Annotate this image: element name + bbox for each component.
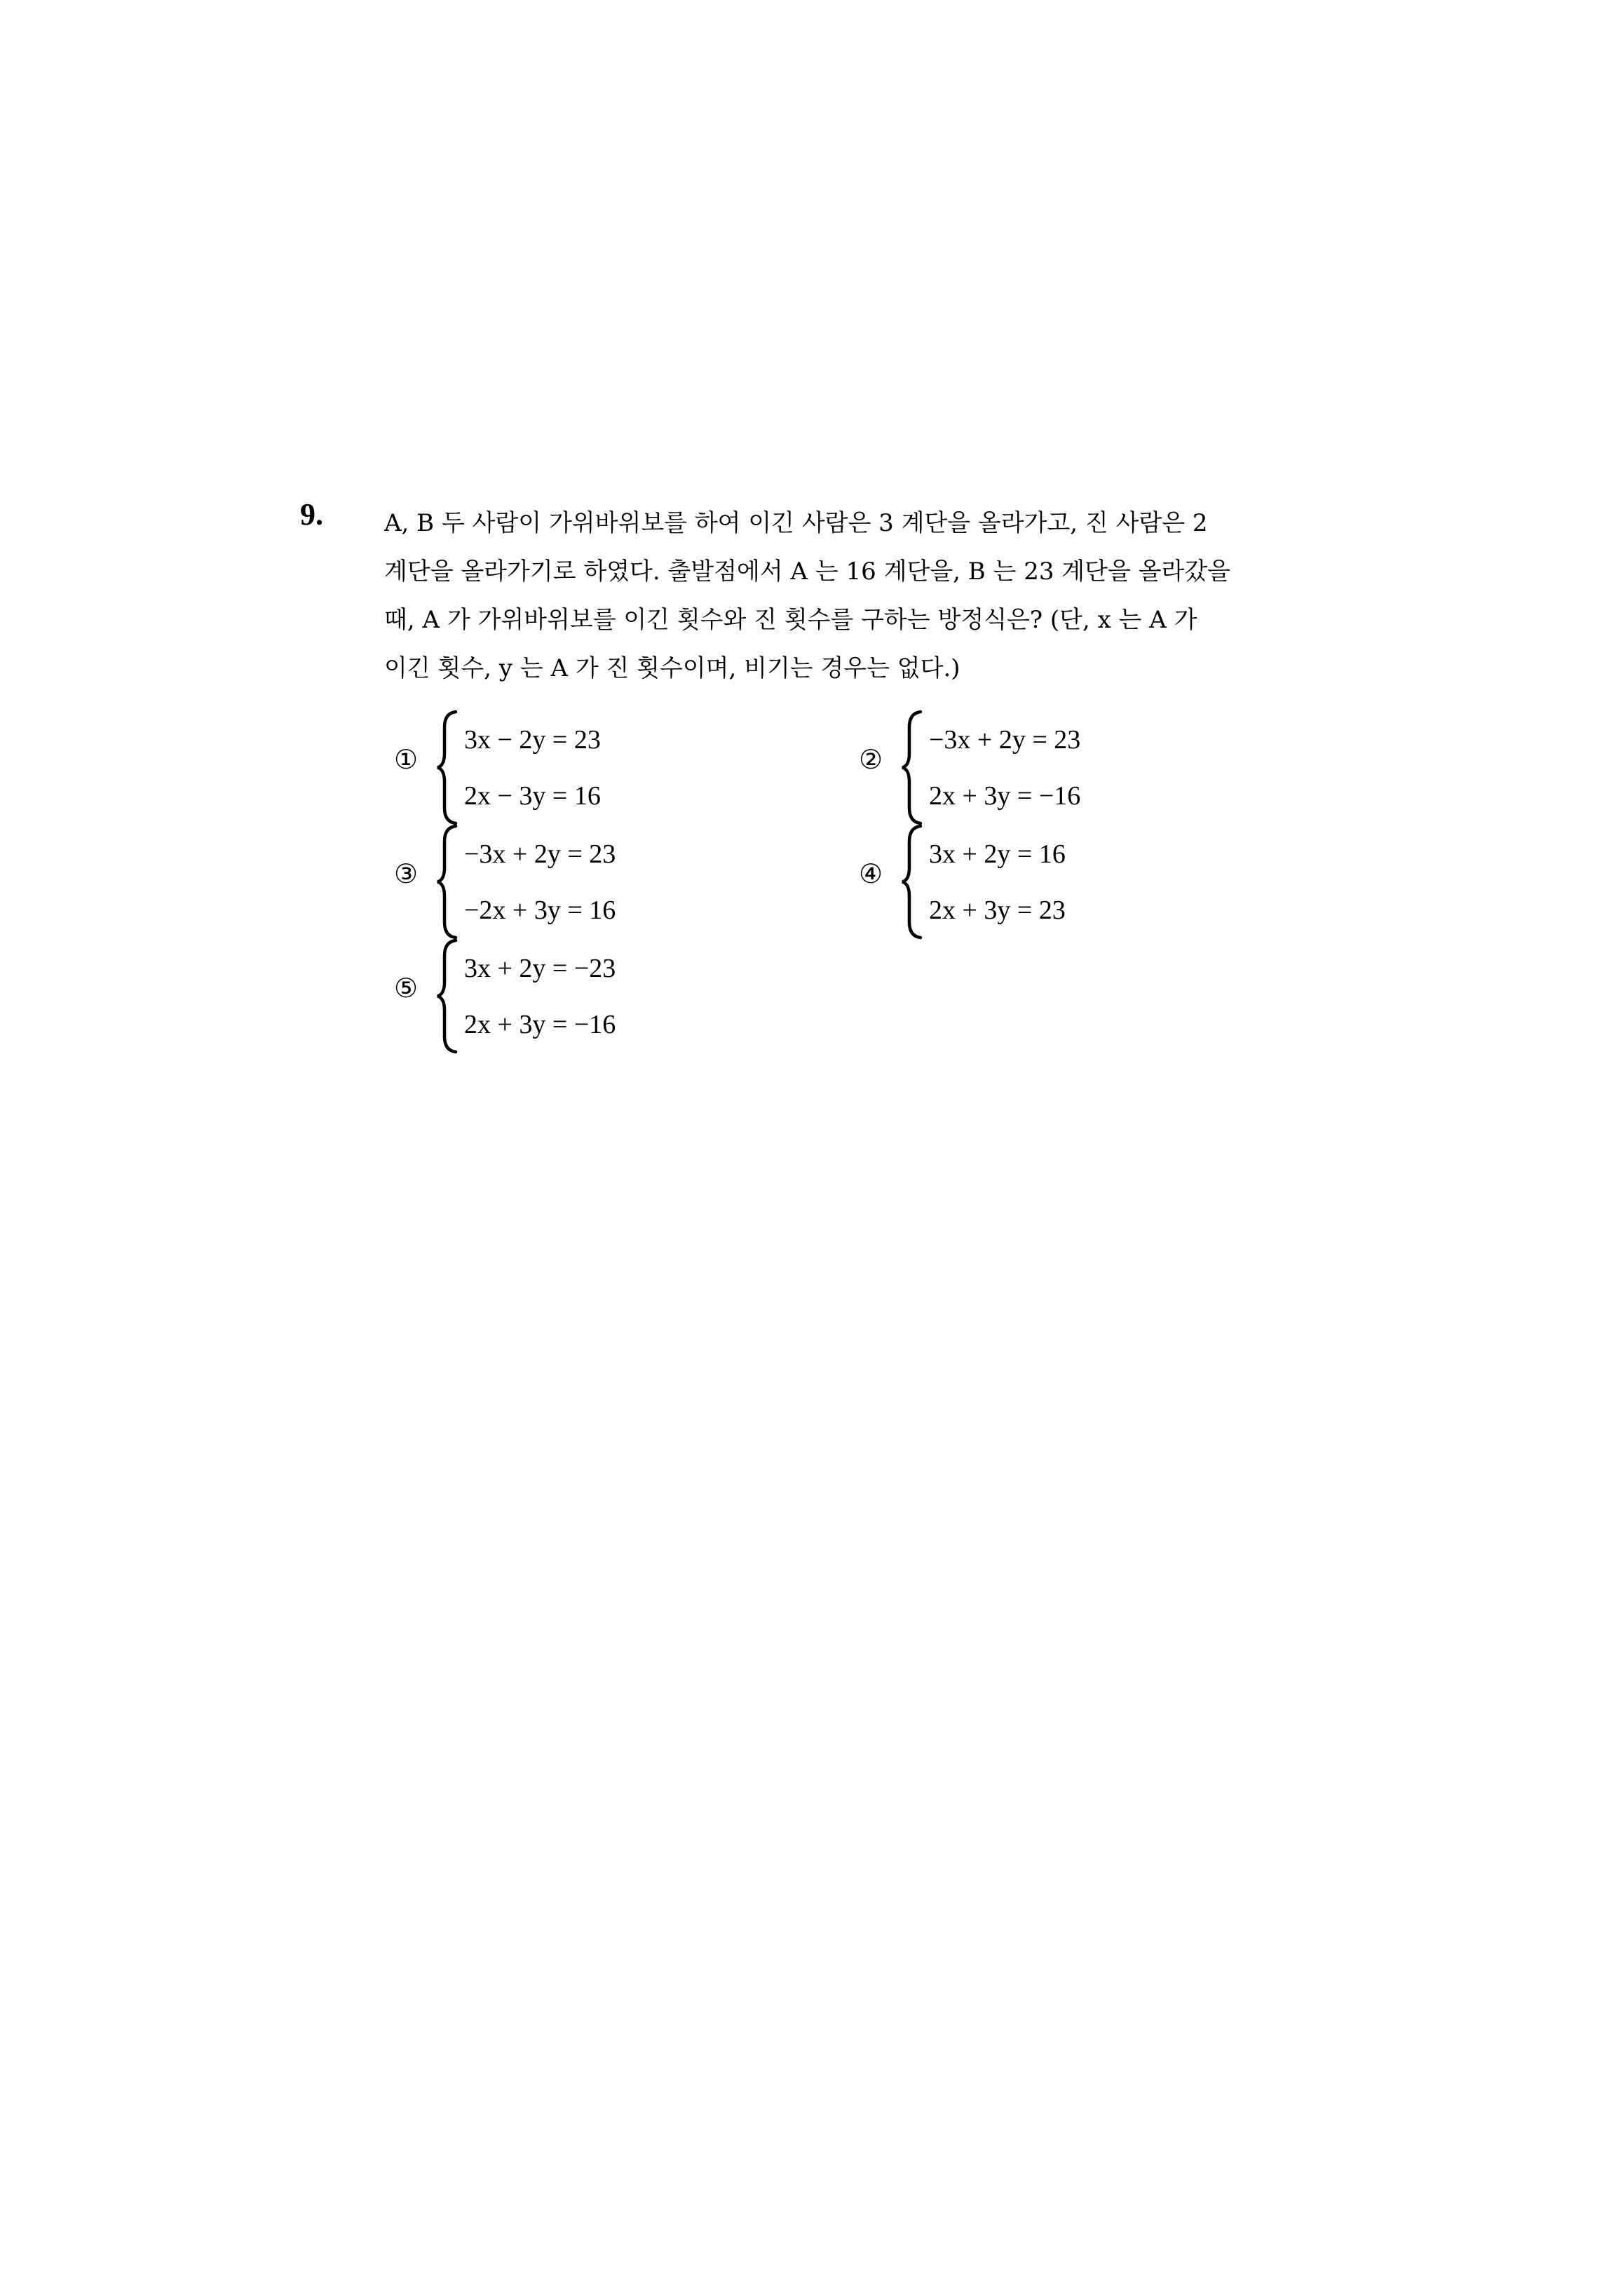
choice-4-equation-2: 2x + 3y = 23 <box>929 896 1066 925</box>
question-number: 9. <box>300 497 323 532</box>
left-brace-icon <box>899 710 923 825</box>
choice-1-equation-1: 3x − 2y = 23 <box>464 725 601 755</box>
question-line-3: 때, A 가 가위바위보를 이긴 횟수와 진 횟수를 구하는 방정식은? (단, x 는 A 가 <box>384 606 1197 634</box>
choice-5-label: ⑤ <box>394 973 419 1004</box>
question-line-2: 계단을 올라가기로 하였다. 출발점에서 A 는 16 계단을, B 는 23 계단을 올라갔을 <box>384 558 1231 586</box>
choice-5-equation-1: 3x + 2y = −23 <box>464 954 616 983</box>
choice-5-equation-2: 2x + 3y = −16 <box>464 1010 616 1039</box>
choice-2-label: ② <box>859 744 883 775</box>
choice-1-equation-2: 2x − 3y = 16 <box>464 781 601 811</box>
choice-4-label: ④ <box>859 858 883 889</box>
choice-2-equation-2: 2x + 3y = −16 <box>929 781 1081 811</box>
left-brace-icon <box>899 824 923 940</box>
left-brace-icon <box>435 938 459 1054</box>
left-brace-icon <box>435 824 459 940</box>
choice-3-equation-1: −3x + 2y = 23 <box>464 839 616 869</box>
question-text <box>384 499 1317 693</box>
choice-1-label: ① <box>394 744 419 775</box>
choice-2-equation-1: −3x + 2y = 23 <box>929 725 1081 755</box>
question-line-4: 이긴 횟수, y 는 A 가 진 횟수이며, 비기는 경우는 없다.) <box>384 654 960 682</box>
choice-3-label: ③ <box>394 858 419 889</box>
left-brace-icon <box>435 710 459 825</box>
choice-4-equation-1: 3x + 2y = 16 <box>929 839 1066 869</box>
choice-3-equation-2: −2x + 3y = 16 <box>464 896 616 925</box>
question-line-1: A, B 두 사람이 가위바위보를 하여 이긴 사람은 3 계단을 올라가고, 진 사람은 2 <box>384 509 1208 537</box>
